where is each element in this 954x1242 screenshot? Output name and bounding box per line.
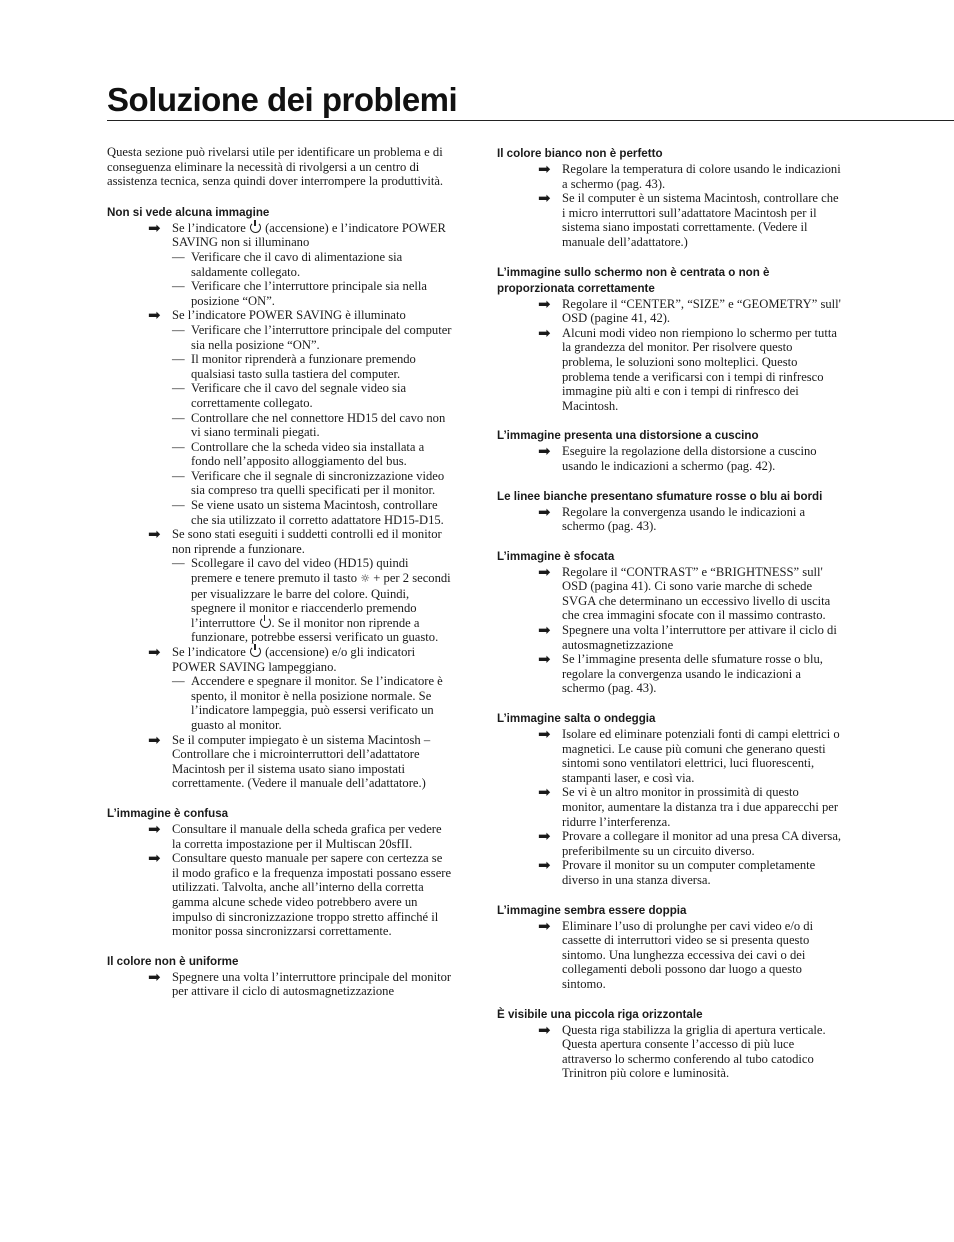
right-arrow-bullet-icon: ➡	[538, 160, 551, 178]
list-item: ➡ Se vi è un altro monitor in prossimità di questo monitor, aumentare la distanza tra i due apparecchi per ridurre l’interferenza.	[538, 783, 839, 829]
sub-item: — Verificare che il cavo di alimentazione sia saldamente collegato.	[172, 249, 403, 279]
section-heading: L’immagine è sfocata	[497, 549, 615, 563]
section-no-image	[107, 205, 452, 791]
right-arrow-bullet-icon: ➡	[148, 730, 161, 749]
section-double-image	[497, 903, 842, 992]
page-title: Soluzione dei problemi	[107, 81, 458, 118]
right-arrow-bullet-icon: ➡	[148, 218, 161, 237]
right-arrow-bullet-icon: ➡	[148, 525, 161, 544]
right-arrow-bullet-icon: ➡	[148, 643, 161, 661]
section-blurred	[497, 549, 842, 696]
list-item: ➡ Se sono stati eseguiti i suddetti controlli ed il monitor non riprende a funzionare.	[148, 525, 442, 556]
list-item: ➡ Regolare il “CONTRAST” e “BRIGHTNESS” sull' OSD (pagina 41). Ci sono varie marche di schede SVGA che determinano un eccessivo livello di uscita che crea immagini sfocate con il massimo contrasto.	[538, 562, 831, 623]
right-arrow-bullet-icon: ➡	[538, 442, 551, 461]
right-arrow-bullet-icon: ➡	[538, 323, 551, 342]
section-heading: L’immagine sembra essere doppia	[497, 903, 687, 917]
right-column	[497, 146, 842, 1096]
sub-item: — Se viene usato un sistema Macintosh, controllare che sia utilizzato il corretto adattatore HD15-D15.	[172, 498, 444, 527]
power-icon	[250, 646, 261, 657]
section-white-not-perfect	[497, 146, 842, 250]
right-arrow-bullet-icon: ➡	[538, 1020, 551, 1039]
right-arrow-bullet-icon: ➡	[538, 725, 551, 744]
section-heading: L’immagine salta o ondeggia	[497, 712, 656, 726]
list-item: ➡ Se l’indicatore POWER SAVING è illuminato	[148, 306, 406, 325]
power-icon	[250, 222, 261, 233]
title-rule	[107, 120, 954, 121]
right-arrow-bullet-icon: ➡	[538, 783, 551, 802]
list-item: ➡ Isolare ed eliminare potenziali fonti di campi elettrici o magnetici. Le cause più comuni che generano questi sintomi sono ventilatori elettrici, luci fluorescenti, stampanti laser, e così via.	[538, 725, 840, 785]
list-item: ➡ Se l’indicatore (accensione) e/o gli indicatori POWER SAVING lampeggiano.	[148, 643, 416, 674]
section-heading: Il colore non è uniforme	[107, 954, 239, 968]
sub-item: — Verificare che l’interruttore principale sia nella posizione “ON”.	[172, 279, 428, 308]
section-horizontal-line	[497, 1007, 842, 1081]
section-pincushion	[497, 428, 842, 473]
list-item: ➡ Se l’immagine presenta delle sfumature rosse o blu, regolare la convergenza usando le indicazioni a schermo (pag. 43).	[538, 650, 823, 696]
brightness-sun-icon: ☼	[360, 572, 371, 586]
right-arrow-bullet-icon: ➡	[538, 650, 551, 669]
right-arrow-bullet-icon: ➡	[538, 189, 551, 208]
sub-item: — Il monitor riprenderà a funzionare premendo qualsiasi tasto sulla tastiera del computer.	[172, 352, 416, 381]
right-arrow-bullet-icon: ➡	[148, 819, 161, 838]
list-item: ➡ Provare a collegare il monitor ad una presa CA diversa, preferibilmente su un circuito diverso.	[538, 827, 842, 858]
sub-item: — Verificare che il segnale di sincronizzazione video sia compreso tra quelli specificati per il monitor.	[172, 468, 445, 498]
sub-item: — Accendere e spegnare il monitor. Se l’indicatore è spento, il monitor è nella posizione normale. Se l’indicatore lampeggia, può essersi verificato un guasto al monitor.	[172, 674, 443, 732]
list-item: ➡ Questa riga stabilizza la griglia di apertura verticale. Questa apertura consente l’accesso di più luce attraverso lo schermo conferendo al tubo catodico Trinitron più colore e luminosità.	[538, 1020, 826, 1081]
list-item: ➡ Regolare la temperatura di colore usando le indicazioni a schermo (pag. 43).	[538, 160, 841, 191]
right-arrow-bullet-icon: ➡	[538, 916, 551, 935]
section-heading: È visibile una piccola riga orizzontale	[497, 1007, 703, 1021]
right-arrow-bullet-icon: ➡	[148, 967, 161, 986]
section-convergence	[497, 489, 842, 534]
right-arrow-bullet-icon: ➡	[538, 562, 551, 581]
sub-item: — Scollegare il cavo del video (HD15) quindi premere e tenere premuto il tasto ☼ + per 2 secondi per visualizzare le barre del colore. Quindi, spegnere il monitor e riaccenderlo premendo l’interruttore . Se il monitor non riprende a funzionare, potrebbe essersi verificato un guasto.	[172, 556, 451, 645]
section-heading: Non si vede alcuna immagine	[107, 205, 270, 219]
section-heading: L’immagine sullo schermo non è centrata o non è proporzionata correttamente	[497, 265, 770, 295]
list-item: ➡ Spegnere una volta l’interruttore principale del monitor per attivare il ciclo di autosmagnetizzazione	[148, 967, 452, 999]
list-item: ➡ Eliminare l’uso di prolunghe per cavi video e/o di cassette di interruttori video se si presenta questo sintomo. Una lunghezza eccessiva dei cavi o dei collegamenti deboli possono dar luogo a questo sintomo.	[538, 916, 814, 991]
section-not-centered	[497, 265, 842, 414]
left-column	[107, 145, 452, 1014]
sub-item: — Verificare che il cavo del segnale video sia correttamente collegato.	[172, 381, 407, 410]
right-arrow-bullet-icon: ➡	[538, 827, 551, 846]
list-item: ➡ Alcuni modi video non riempiono lo schermo per tutta la grandezza del monitor. Per risolvere questo problema, le soluzioni sono molteplici. Questo problema tende a verificarsi con i tempi di rinfresco immagine più alti e con i tempi di rinfresco dei Macintosh.	[538, 323, 837, 413]
list-item: ➡ Se il computer è un sistema Macintosh, controllare che i micro interruttori sull’adattatore Macintosh per il sistema siano impostati correttamente. (Vedere il manuale dell’adattatore.)	[538, 189, 839, 249]
intro-paragraph: Questa sezione può rivelarsi utile per identificare un problema e di conseguenza eliminare la necessità di rivolgersi a un centro di assistenza tecnica, senza quindi dover interrompere la produttività.	[107, 145, 444, 189]
list-item: ➡ Consultare il manuale della scheda grafica per vedere la corretta impostazione per il Multiscan 20sfII.	[148, 819, 442, 851]
right-arrow-bullet-icon: ➡	[538, 502, 551, 521]
right-arrow-bullet-icon: ➡	[538, 294, 551, 313]
section-heading: Le linee bianche presentano sfumature rosse o blu ai bordi	[497, 489, 823, 503]
list-item: ➡ Se l’indicatore (accensione) e l’indicatore POWER SAVING non si illuminano	[148, 218, 446, 250]
right-arrow-bullet-icon: ➡	[538, 856, 551, 875]
list-item: ➡ Spegnere una volta l’interruttore per attivare il ciclo di autosmagnetizzazione	[538, 621, 837, 652]
list-item: ➡ Provare il monitor su un computer completamente diverso in una stanza diversa.	[538, 856, 816, 887]
list-item: ➡ Eseguire la regolazione della distorsione a cuscino usando le indicazioni a schermo (pag. 42).	[538, 442, 817, 473]
list-item: ➡ Regolare il “CENTER”, “SIZE” e “GEOMETRY” sull' OSD (pagine 41, 42).	[538, 294, 841, 326]
right-arrow-bullet-icon: ➡	[538, 621, 551, 640]
right-arrow-bullet-icon: ➡	[148, 849, 161, 868]
section-color-not-uniform	[107, 954, 452, 999]
section-heading: L’immagine presenta una distorsione a cuscino	[497, 429, 759, 443]
sub-item: — Verificare che l’interruttore principale del computer sia nella posizione “ON”.	[172, 322, 452, 352]
list-item: ➡ Consultare questo manuale per sapere con certezza se il modo grafico e la frequenza impostati possano essere utilizzati. Talvolta, anche all’interno della corretta gamma alcune schede video potrebbero avere un impulso di sincronizzazione troppo stretto affinché il monitor possa sincronizzarsi correttamente.	[148, 849, 452, 939]
section-heading: Il colore bianco non è perfetto	[497, 147, 663, 160]
section-image-confused	[107, 806, 452, 939]
list-item: ➡ Regolare la convergenza usando le indicazioni a schermo (pag. 43).	[538, 502, 806, 534]
sub-item: — Controllare che nel connettore HD15 del cavo non vi siano terminali piegati.	[172, 410, 446, 440]
section-jumps	[497, 711, 842, 888]
right-arrow-bullet-icon: ➡	[148, 306, 161, 325]
sub-item: — Controllare che la scheda video sia installata a fondo nell’apposito alloggiamento del bus.	[172, 439, 425, 469]
section-heading: L’immagine è confusa	[107, 806, 229, 820]
power-icon	[260, 617, 271, 628]
list-item: ➡ Se il computer impiegato è un sistema Macintosh – Controllare che i microinterruttori dell’adattatore Macintosh per il sistema usato siano impostati correttamente. (Vedere il manuale dell’adattatore.)	[148, 730, 431, 791]
